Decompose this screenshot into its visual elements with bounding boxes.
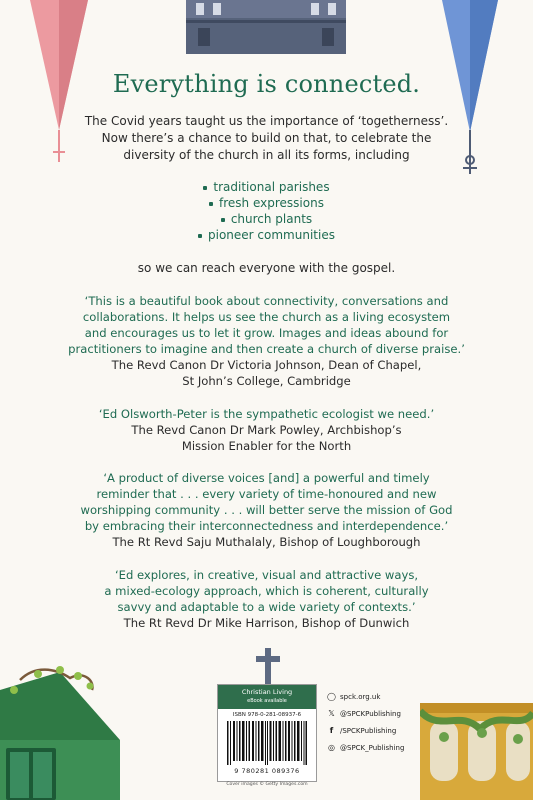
list-item: church plants bbox=[0, 211, 533, 227]
quote-attribution: The Rt Revd Dr Mike Harrison, Bishop of Dunwich bbox=[123, 616, 410, 630]
x-logo-icon: 𝕏 bbox=[328, 709, 335, 718]
bullet-icon bbox=[209, 202, 213, 206]
endorsement-quote: ‘Ed Olsworth-Peter is the sympathetic ecologist we need.’ The Revd Canon Dr Mark Powley, Archbishop’s Mission Enabler for the North bbox=[40, 406, 493, 454]
facebook-link[interactable]: f /SPCKPublishing bbox=[327, 722, 404, 739]
quote-attribution: The Rt Revd Saju Muthalaly, Bishop of Loughborough bbox=[112, 535, 421, 549]
quote-attribution: The Revd Canon Dr Mark Powley, Archbishop’s bbox=[131, 423, 402, 437]
instagram-link[interactable]: ◎ @SPCK_Publishing bbox=[328, 743, 405, 752]
bullet-icon bbox=[221, 218, 225, 222]
list-item: pioneer communities bbox=[0, 227, 533, 243]
instagram-icon: ◎ bbox=[328, 743, 335, 752]
list-item: fresh expressions bbox=[0, 195, 533, 211]
intro-line: Now there’s a chance to build on that, to celebrate the bbox=[101, 131, 432, 145]
headline: Everything is connected. bbox=[112, 70, 421, 98]
closing-line: so we can reach everyone with the gospel. bbox=[137, 261, 396, 275]
list-item: traditional parishes bbox=[0, 179, 533, 195]
intro-paragraph bbox=[60, 113, 473, 164]
barcode-panel bbox=[217, 684, 317, 782]
genre-label: Christian Living eBook available bbox=[218, 685, 316, 709]
endorsement-quote: ‘A product of diverse voices [and] a powerful and timely reminder that . . . every variety of time-honoured and new worshipping community . . . will better serve the mission of God by embracing their interconnectedness and interdependence.’ The Rt Revd Saju Muthalaly, Bishop of Loughborough bbox=[40, 470, 493, 550]
endorsement-quote: ‘This is a beautiful book about connectivity, conversations and collaborations. It helps us see the church as a living ecosystem and encourages us to let it grow. Images and ideas abound for practitioners to imagine and then create a church of diverse praise.’ The Revd Canon Dr Victoria Johnson, Dean of Chapel, St John’s College, Cambridge bbox=[40, 293, 493, 389]
bullet-list bbox=[0, 179, 533, 243]
intro-line: The Covid years taught us the importance of ‘togetherness’. bbox=[84, 114, 449, 128]
bullet-icon bbox=[203, 186, 207, 190]
green-house-illustration bbox=[0, 660, 130, 800]
bullet-icon bbox=[198, 234, 202, 238]
facebook-icon: f bbox=[329, 726, 334, 735]
quote-attribution: The Revd Canon Dr Victoria Johnson, Dean of Chapel, bbox=[111, 358, 422, 372]
website-link[interactable]: ◯ spck.org.uk bbox=[327, 692, 381, 701]
publisher-links bbox=[327, 688, 404, 756]
barcode-graphic bbox=[227, 721, 307, 765]
cover-credit: Cover images © Getty Images.com bbox=[226, 782, 308, 787]
golden-building-illustration bbox=[420, 703, 533, 800]
barcode-number: 9 780281 089376 bbox=[234, 767, 300, 775]
quote-attribution: Mission Enabler for the North bbox=[181, 439, 352, 453]
isbn-text: ISBN 978-0-281-08937-6 bbox=[232, 712, 302, 718]
endorsement-quote: ‘Ed explores, in creative, visual and attractive ways, a mixed-ecology approach, which is coherent, culturally savvy and adaptable to a wide variety of contexts.’ The Rt Revd Dr Mike Harrison, Bishop of Dunwich bbox=[40, 567, 493, 631]
cross-tower-illustration bbox=[248, 646, 288, 686]
x-link[interactable]: 𝕏 @SPCKPublishing bbox=[328, 709, 401, 718]
quote-attribution: St John’s College, Cambridge bbox=[182, 374, 351, 388]
building-illustration bbox=[186, 0, 346, 54]
globe-icon: ◯ bbox=[327, 692, 336, 701]
intro-line: diversity of the church in all its forms, including bbox=[123, 148, 410, 162]
